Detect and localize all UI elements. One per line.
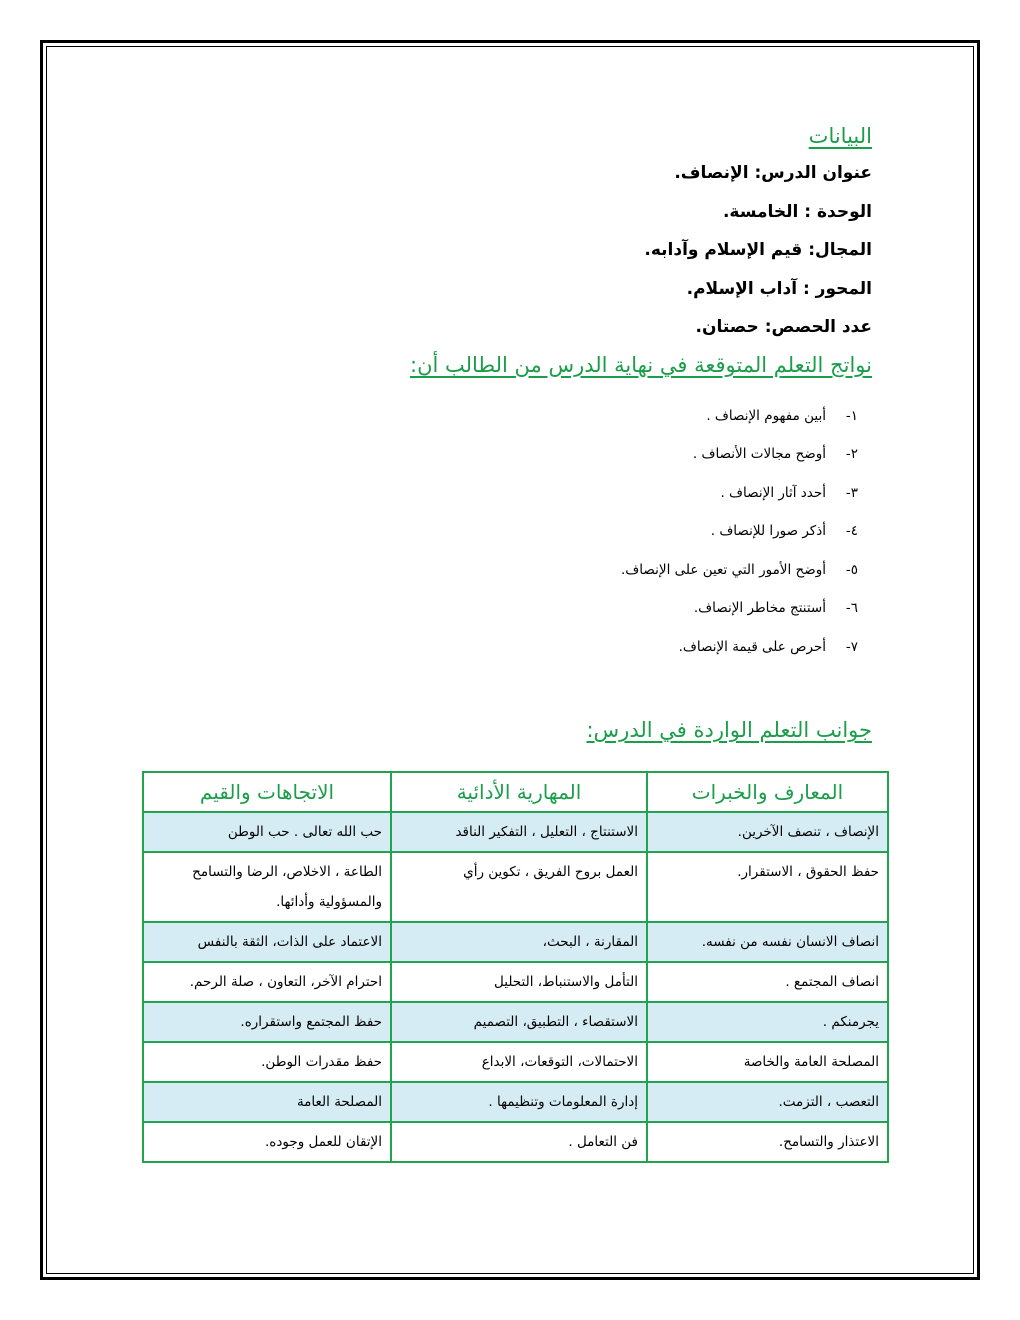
axis-line: المحور : آداب الإسلام. xyxy=(686,278,872,299)
table-row xyxy=(143,812,888,852)
table-cell: حفظ الحقوق ، الاستقرار. xyxy=(647,852,888,922)
table-cell: المصلحة العامة xyxy=(143,1082,391,1122)
header-values: الاتجاهات والقيم xyxy=(143,772,391,812)
table-cell: المقارنة ، البحث، xyxy=(391,922,647,962)
table-cell: احترام الآخر، التعاون ، صلة الرحم. xyxy=(143,962,391,1002)
unit-line: الوحدة : الخامسة. xyxy=(722,201,872,222)
table-cell: الاعتذار والتسامح. xyxy=(647,1122,888,1162)
lesson-title: عنوان الدرس: الإنصاف. xyxy=(674,163,872,183)
table-cell: فن التعامل . xyxy=(391,1122,647,1162)
table-cell: التأمل والاستنباط، التحليل xyxy=(391,962,647,1002)
list-text: أحدد آثار الإنصاف . xyxy=(720,484,826,501)
list-number: ٣- xyxy=(845,484,858,501)
list-item xyxy=(140,551,858,590)
outcomes-list xyxy=(140,397,872,667)
header-skills: المهارية الأدائية xyxy=(391,772,647,812)
table-row xyxy=(143,1002,888,1042)
table-cell: الطاعة ، الاخلاص، الرضا والتسامح والمسؤولية وأدائها. xyxy=(143,852,391,922)
list-number: ٥- xyxy=(845,561,858,578)
table-cell: الاستنتاج ، التعليل ، التفكير الناقد xyxy=(391,812,647,852)
table-cell: إدارة المعلومات وتنظيمها . xyxy=(391,1082,647,1122)
list-number: ٧- xyxy=(845,638,858,655)
table-cell: يجرمنكم . xyxy=(647,1002,888,1042)
list-item xyxy=(140,397,858,436)
table-cell: الإتقان للعمل وجوده. xyxy=(143,1122,391,1162)
list-number: ٦- xyxy=(845,600,858,616)
table-row xyxy=(143,922,888,962)
aspects-heading: جوانب التعلم الواردة في الدرس: xyxy=(586,718,872,742)
list-item xyxy=(140,435,858,474)
list-text: أوضح مجالات الأنصاف . xyxy=(692,446,826,462)
table-cell: حب الله تعالى . حب الوطن xyxy=(143,812,391,852)
data-section-heading: البيانات xyxy=(808,124,872,148)
list-text: أوضح الأمور التي تعين على الإنصاف. xyxy=(621,561,826,578)
table-row xyxy=(143,1122,888,1162)
list-item xyxy=(140,628,858,667)
list-text: أحرص على قيمة الإنصاف. xyxy=(678,638,826,655)
table-cell: حفظ المجتمع واستقراره. xyxy=(143,1002,391,1042)
table-cell: حفظ مقدرات الوطن. xyxy=(143,1042,391,1082)
table-cell: المصلحة العامة والخاصة xyxy=(647,1042,888,1082)
list-item xyxy=(140,474,858,513)
list-text: أستنتج مخاطر الإنصاف. xyxy=(693,600,826,616)
periods-line: عدد الحصص: حصتان. xyxy=(695,317,872,337)
table-cell: الإنصاف ، تنصف الآخرين. xyxy=(647,812,888,852)
table-row xyxy=(143,1082,888,1122)
table-cell: الاعتماد على الذات، الثقة بالنفس xyxy=(143,922,391,962)
outcomes-heading: نواتج التعلم المتوقعة في نهاية الدرس من الطالب أن: xyxy=(410,352,872,377)
table-header-row xyxy=(143,772,888,812)
table-cell: الاحتمالات، التوقعات، الابداع xyxy=(391,1042,647,1082)
table-cell: انصاف المجتمع . xyxy=(647,962,888,1002)
header-knowledge: المعارف والخبرات xyxy=(647,772,888,812)
table-cell: التعصب ، التزمت. xyxy=(647,1082,888,1122)
table-cell: العمل بروح الفريق ، تكوين رأي xyxy=(391,852,647,922)
document-content xyxy=(140,118,872,748)
table-cell: انصاف الانسان نفسه من نفسه. xyxy=(647,922,888,962)
learning-aspects-table xyxy=(142,771,889,1163)
domain-line: المجال: قيم الإسلام وآدابه. xyxy=(644,240,872,260)
table-row xyxy=(143,962,888,1002)
table-row xyxy=(143,852,888,922)
list-item xyxy=(140,512,858,551)
table-cell: الاستقصاء ، التطبيق، التصميم xyxy=(391,1002,647,1042)
list-number: ١- xyxy=(845,407,858,424)
list-number: ٢- xyxy=(845,446,858,462)
list-text: أبين مفهوم الإنصاف . xyxy=(706,407,826,424)
list-text: أذكر صورا للإنصاف . xyxy=(710,523,826,539)
list-item xyxy=(140,589,858,628)
table-row xyxy=(143,1042,888,1082)
list-number: ٤- xyxy=(845,523,858,539)
